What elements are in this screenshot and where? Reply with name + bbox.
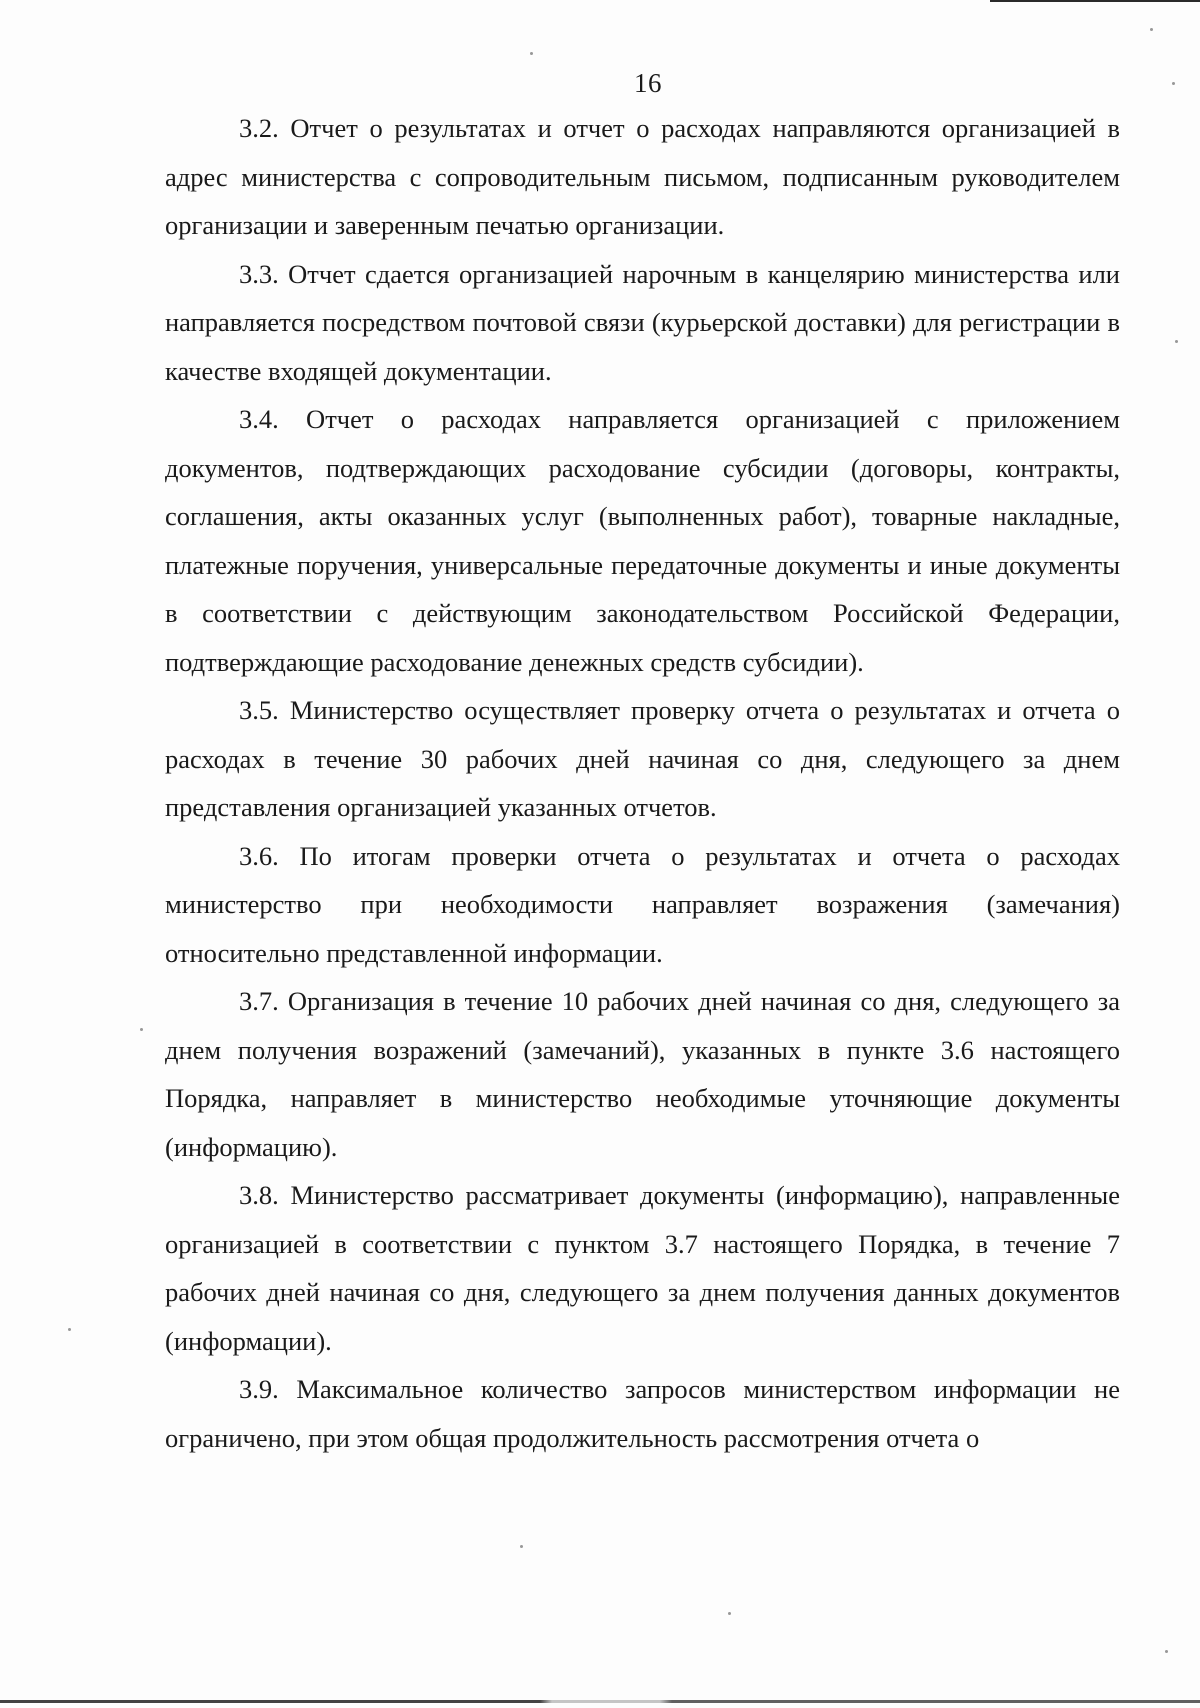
paragraph-3-8: 3.8. Министерство рассматривает документы (информацию), направленные организацией в соответствии с пунктом 3.7 настоящего Порядка, в течение 7 рабочих дней начиная со дня, следующего за днем получения данных документов (информации). bbox=[165, 1180, 1120, 1356]
scan-speck bbox=[1175, 340, 1178, 343]
scan-speck bbox=[1172, 82, 1175, 85]
paragraph-3-5: 3.5. Министерство осуществляет проверку отчета о результатах и отчета о расходах в течение 30 рабочих дней начиная со дня, следующего за днем представления организацией указанных отчетов. bbox=[165, 695, 1120, 822]
paragraph-3-3: 3.3. Отчет сдается организацией нарочным в канцелярию министерства или направляется посредством почтовой связи (курьерской доставки) для регистрации в качестве входящей документации. bbox=[165, 258, 1120, 386]
scan-speck bbox=[520, 1545, 523, 1548]
paragraph-3-9: 3.9. Максимальное количество запросов министерством информации не ограничено, при этом общая продолжительность рассмотрения отчета о bbox=[165, 1374, 1120, 1453]
scan-speck bbox=[530, 52, 533, 55]
bottom-scan-edge-line bbox=[0, 1700, 1200, 1703]
scan-speck bbox=[1165, 1650, 1168, 1653]
top-scan-edge-line bbox=[990, 0, 1200, 2]
scan-speck bbox=[140, 1028, 143, 1031]
scan-speck bbox=[1150, 28, 1153, 31]
document-body bbox=[165, 104, 1120, 1462]
paragraph-3-7: 3.7. Организация в течение 10 рабочих дней начиная со дня, следующего за днем получения возражений (замечаний), указанных в пункте 3.6 настоящего Порядка, направляет в министерство необходимые уточняющие документы (информацию). bbox=[165, 986, 1120, 1162]
scan-speck bbox=[68, 1328, 71, 1331]
paragraph-3-6: 3.6. По итогам проверки отчета о результатах и отчета о расходах министерство при необходимости направляет возражения (замечания) относительно представленной информации. bbox=[165, 840, 1120, 968]
page-number: 16 bbox=[634, 68, 662, 98]
paragraph-3-2: 3.2. Отчет о результатах и отчет о расходах направляются организацией в адрес министерства с сопроводительным письмом, подписанным руководителем организации и заверенным печатью организации. bbox=[165, 113, 1120, 240]
scan-speck bbox=[728, 1612, 731, 1615]
paragraph-3-4: 3.4. Отчет о расходах направляется организацией с приложением документов, подтверждающих расходование субсидии (договоры, контракты, соглашения, акты оказанных услуг (выполненных работ), товарные накладные, платежные поручения, универсальные передаточные документы и иные документы в соответствии с действующим законодательством Российской Федерации, подтверждающие расходование денежных средств субсидии). bbox=[165, 404, 1120, 677]
